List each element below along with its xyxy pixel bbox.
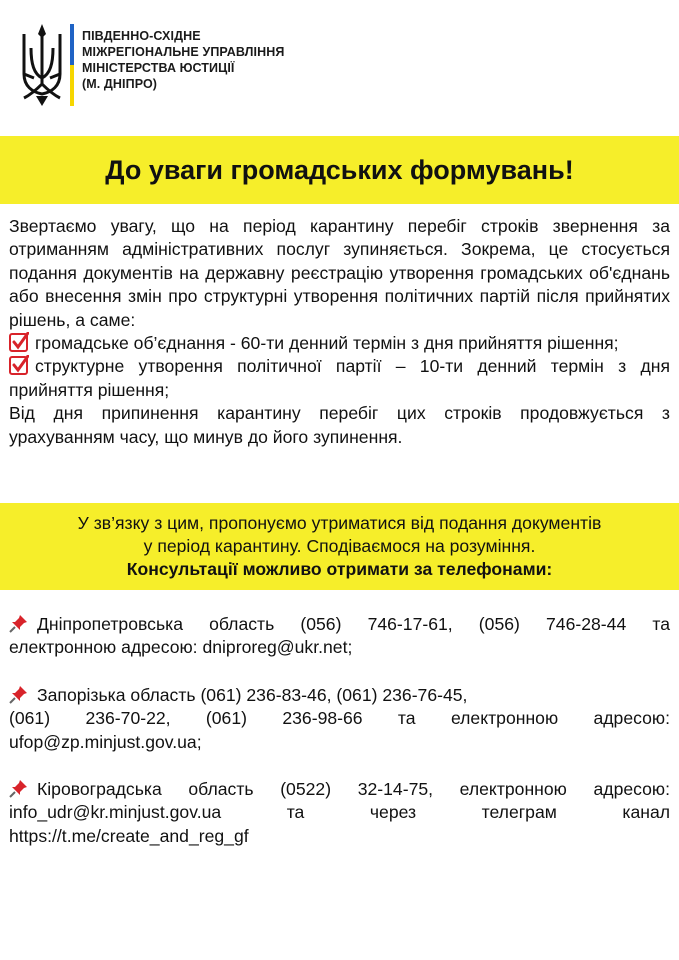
contact-kirovohrad [9, 778, 670, 848]
contact-text: Кіровоградська область (0522) 32-14-75, електронною адресою: [37, 779, 670, 800]
page-title: До уваги громадських формувань! [105, 154, 574, 185]
pushpin-icon [9, 778, 29, 798]
title-banner [0, 136, 679, 204]
pushpin-icon [9, 684, 29, 704]
notice-line: у період карантину. Сподіваємося на розуміння. [143, 536, 536, 556]
checkbox-checked-icon [9, 332, 29, 352]
contact-line [9, 684, 670, 707]
org-name [82, 28, 284, 92]
pushpin-icon [9, 613, 29, 633]
list-item [9, 355, 670, 402]
list-item-text: структурне утворення політичної партії – 10-ти денний термін з дня прийняття рішення; [9, 356, 670, 400]
notice-banner [0, 503, 679, 590]
contact-line [9, 778, 670, 801]
org-header [20, 22, 284, 108]
org-name-line: МІНІСТЕРСТВА ЮСТИЦІЇ [82, 61, 235, 75]
notice-heading: Консультації можливо отримати за телефонами: [126, 559, 553, 579]
contact-line [9, 613, 670, 636]
list-item-text: громадське об’єднання - 60-ти денний термін з дня прийняття рішення; [35, 333, 619, 354]
intro-paragraph: Звертаємо увагу, що на період карантину перебіг строків звернення за отриманням адміністративних послуг зупиняється. Зокрема, це стосується подання документів на державну реєстрацію утворення громадських об'єднань або внесення змін про структурні утворення політичних партій після прийнятих рішень, а саме: [9, 216, 670, 330]
trident-icon [20, 24, 64, 106]
org-name-line: (М. ДНІПРО) [82, 77, 158, 91]
checkbox-checked-icon [9, 355, 29, 375]
contact-line: ufop@zp.minjust.gov.ua; [9, 731, 202, 752]
org-name-line: ПІВДЕННО-СХІДНЕ [82, 29, 201, 43]
outro-paragraph: Від дня припинення карантину перебіг цих строків продовжується з урахуванням часу, що минув до його зупинення. [9, 403, 670, 447]
main-text [9, 215, 670, 449]
contact-line: (061) 236-70-22, (061) 236-98-66 та електронною адресою: [9, 708, 670, 729]
contact-link[interactable]: https://t.me/create_and_reg_gf [9, 825, 249, 846]
contacts-list [9, 613, 670, 872]
contact-text: Запорізька область (061) 236-83-46, (061) 236-76-45, [37, 684, 468, 705]
contact-dnipro [9, 613, 670, 660]
notice-line: У зв’язку з цим, пропонуємо утриматися від подання документів [77, 513, 602, 533]
org-name-line: МІЖРЕГІОНАЛЬНЕ УПРАВЛІННЯ [82, 45, 285, 59]
contact-line: електронною адресою: dniproreg@ukr.net; [9, 637, 353, 658]
contact-text: Дніпропетровська область (056) 746-17-61, (056) 746-28-44 та [37, 614, 670, 634]
flag-bar [70, 24, 74, 106]
list-item [9, 332, 670, 355]
contact-line: info_udr@kr.minjust.gov.ua та через телеграм канал [9, 802, 670, 823]
contact-zaporizhzhia [9, 684, 670, 754]
